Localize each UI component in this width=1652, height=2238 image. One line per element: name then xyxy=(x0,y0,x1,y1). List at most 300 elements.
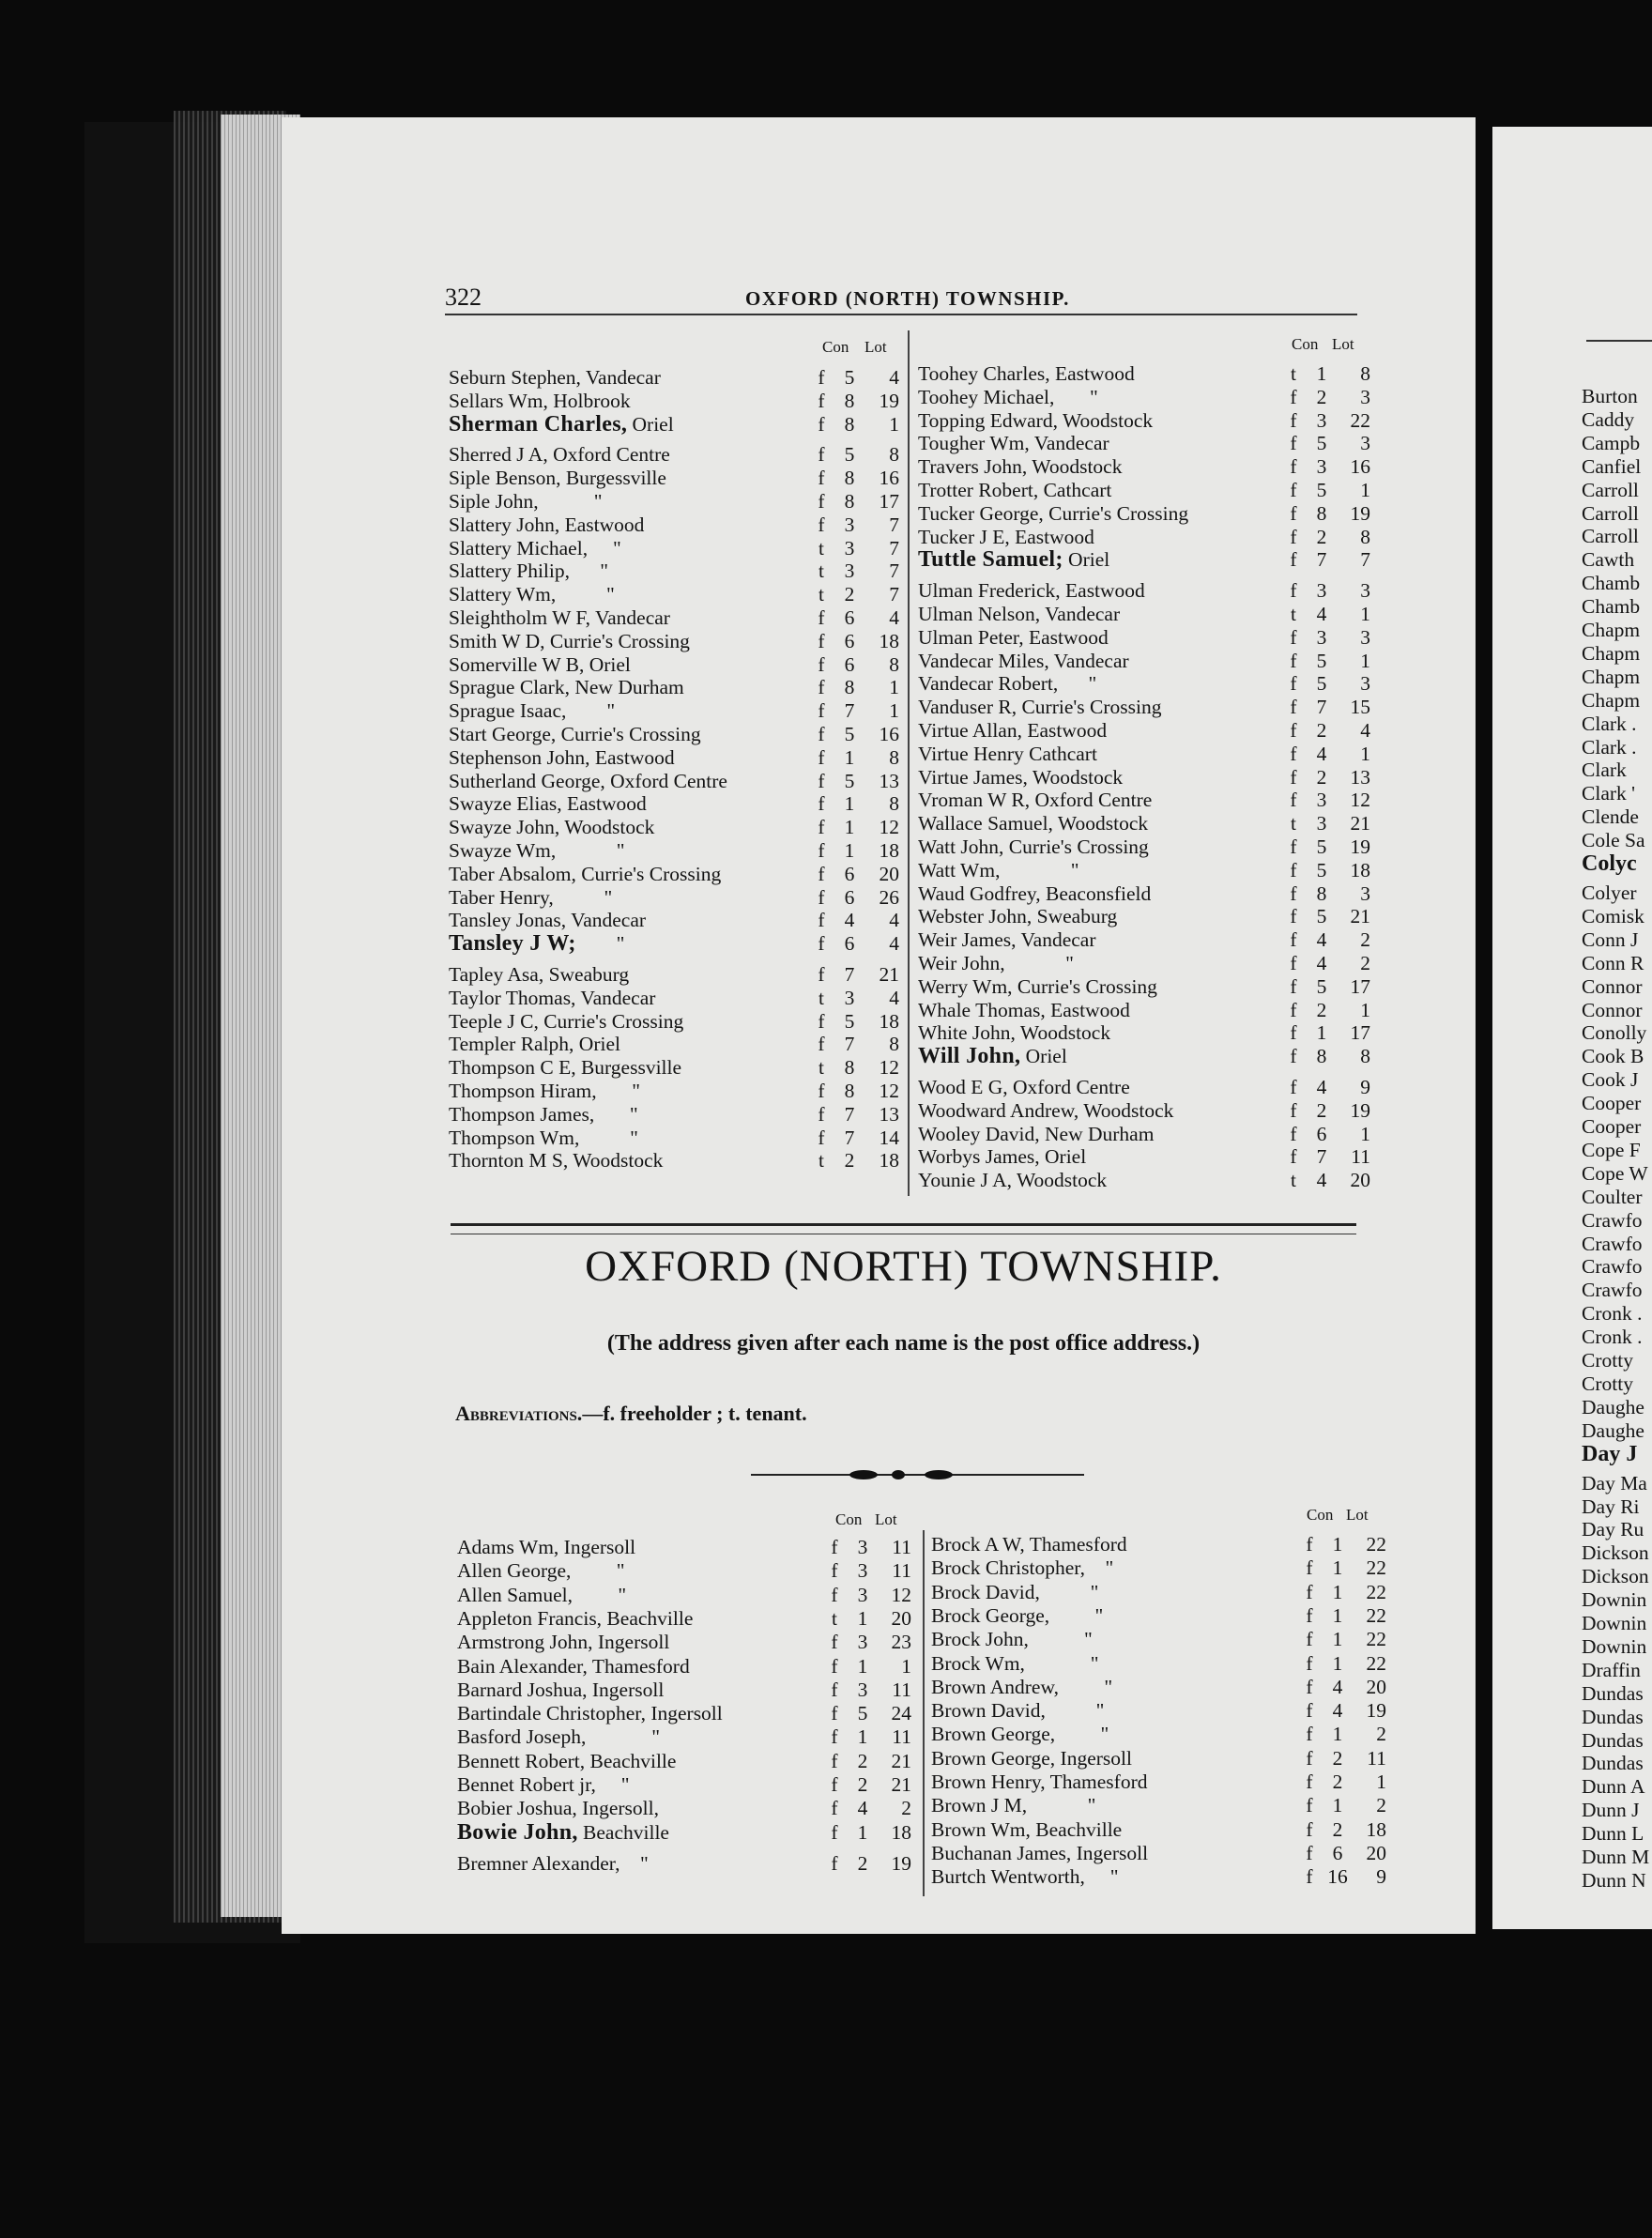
bottom-right-lot-header: Lot xyxy=(1346,1506,1369,1524)
facing-page-entry: Day Ri xyxy=(1582,1495,1640,1518)
facing-page-entry: Chapm xyxy=(1582,641,1641,665)
abbreviations-line xyxy=(455,1402,807,1426)
entry-tenure: f xyxy=(831,1851,838,1875)
entry-tenure: f xyxy=(818,885,825,909)
entry-con: 3 xyxy=(1316,455,1327,479)
entry-name xyxy=(449,1103,638,1127)
entry-name xyxy=(931,1794,1095,1817)
entry-con: 4 xyxy=(1316,742,1327,765)
entry-lot: 16 xyxy=(879,723,899,745)
entry-con: 4 xyxy=(857,1797,868,1820)
entry-con: 3 xyxy=(857,1631,868,1654)
entry-name xyxy=(918,650,1129,673)
entry-lot: 16 xyxy=(1350,455,1370,479)
facing-page-entry: Chapm xyxy=(1582,665,1641,688)
facing-page-entry: Crotty xyxy=(1582,1349,1633,1372)
entry-con: 2 xyxy=(1332,1770,1343,1793)
facing-page-entry: Clark . xyxy=(1582,712,1637,735)
entry-name xyxy=(918,1099,1173,1123)
entry-name xyxy=(918,905,1117,928)
entry-con: 16 xyxy=(1327,1865,1348,1889)
entry-con: 3 xyxy=(857,1678,868,1701)
directory-entry xyxy=(918,1021,1370,1045)
entry-lot: 8 xyxy=(889,792,899,816)
facing-page-entry: Day J xyxy=(1582,1441,1638,1466)
entry-name xyxy=(449,932,624,956)
directory-entry xyxy=(457,1821,917,1845)
entry-tenure: f xyxy=(1306,1723,1313,1746)
entry-lot: 8 xyxy=(889,652,899,676)
entry-name-text: Taber Absalom, Currie's Crossing xyxy=(449,862,722,885)
entry-name-text: Ulman Nelson, Vandecar xyxy=(918,603,1121,625)
entry-name xyxy=(918,859,1078,882)
entry-con: 2 xyxy=(1332,1746,1343,1770)
facing-page-entry: Clende xyxy=(1582,805,1639,829)
facing-page-entry: Cope F xyxy=(1582,1138,1641,1161)
entry-tenure: f xyxy=(1306,1675,1313,1698)
entry-con: 7 xyxy=(1316,696,1327,719)
entry-name-text: Virtue Allan, Eastwood xyxy=(918,719,1108,742)
bottom-left-con-header: Con xyxy=(835,1510,863,1528)
directory-entry xyxy=(457,1655,917,1678)
entry-con: 5 xyxy=(844,723,855,745)
entry-name xyxy=(449,1080,640,1103)
entry-name xyxy=(449,413,674,437)
entry-lot: 1 xyxy=(889,699,899,723)
entry-name-text: Sleightholm W F, Vandecar xyxy=(449,606,670,629)
directory-entry xyxy=(918,603,1370,626)
entry-con: 2 xyxy=(1316,719,1327,742)
entry-name-text: Brown David, " xyxy=(931,1699,1105,1723)
entry-name xyxy=(918,928,1096,952)
entry-tenure: f xyxy=(1306,1770,1313,1793)
entry-tenure: f xyxy=(818,699,825,723)
facing-page-entry: Day Ru xyxy=(1582,1518,1644,1541)
entry-con: 8 xyxy=(844,1056,855,1080)
directory-entry xyxy=(449,839,899,863)
entry-con: 5 xyxy=(1316,432,1327,455)
facing-page-entry: Cronk . xyxy=(1582,1302,1643,1326)
entry-lot: 3 xyxy=(1360,881,1370,905)
entry-tenure: t xyxy=(1291,1169,1296,1192)
facing-page-entry: Dunn L xyxy=(1582,1822,1644,1846)
entry-address: Oriel xyxy=(1020,1045,1067,1068)
facing-page-entry: Dunn J xyxy=(1582,1799,1640,1822)
entry-name-text: Topping Edward, Woodstock xyxy=(918,408,1154,432)
facing-page-entry: Caddy xyxy=(1582,407,1635,431)
entry-name-text: Barnard Joshua, Ingersoll xyxy=(457,1678,665,1701)
entry-name-text: Brock George, " xyxy=(931,1603,1104,1627)
entry-name xyxy=(931,1770,1147,1794)
entry-name xyxy=(457,1631,669,1654)
entry-name-text: Watt Wm, " xyxy=(918,858,1079,881)
directory-entry xyxy=(449,676,899,699)
entry-lot: 19 xyxy=(891,1851,911,1875)
entry-con: 7 xyxy=(844,1033,855,1056)
entry-tenure: f xyxy=(1290,881,1297,905)
entry-tenure: f xyxy=(1306,1699,1313,1723)
entry-name-text: Ulman Peter, Eastwood xyxy=(918,625,1109,649)
directory-entry xyxy=(449,514,899,537)
entry-tenure: f xyxy=(1290,835,1297,858)
entry-name-text: Brown Andrew, " xyxy=(931,1675,1113,1698)
facing-page-entry: Dickson xyxy=(1582,1541,1649,1565)
entry-name xyxy=(918,579,1145,603)
entry-con: 6 xyxy=(844,932,855,956)
entry-name-text: Brown J M, " xyxy=(931,1794,1096,1817)
entry-name-text: Trotter Robert, Cathcart xyxy=(918,479,1112,501)
entry-lot: 4 xyxy=(1360,719,1370,742)
entry-tenure: f xyxy=(1306,1841,1313,1864)
entry-tenure: f xyxy=(818,513,825,536)
entry-tenure: f xyxy=(818,443,825,467)
directory-entry xyxy=(457,1559,917,1583)
entry-lot: 19 xyxy=(1350,501,1370,525)
facing-page-entry: Dunn N xyxy=(1582,1868,1646,1892)
entry-lot: 20 xyxy=(1350,1169,1370,1192)
facing-page-entry: Dundas xyxy=(1582,1681,1644,1705)
entry-lot: 21 xyxy=(1350,812,1370,835)
header-rule xyxy=(445,314,1357,315)
entry-name xyxy=(918,672,1096,696)
entry-name-text: Toohey Michael, " xyxy=(918,385,1098,408)
entry-con: 2 xyxy=(844,583,855,606)
entry-name xyxy=(918,882,1151,906)
entry-tenure: f xyxy=(1306,1533,1313,1556)
entry-name-text: Thompson C E, Burgessville xyxy=(449,1056,682,1080)
entry-tenure: f xyxy=(831,1678,838,1701)
entry-name xyxy=(931,1628,1093,1651)
entry-name-text: Thornton M S, Woodstock xyxy=(449,1149,664,1173)
directory-entry xyxy=(931,1723,1386,1746)
entry-name xyxy=(918,455,1122,479)
entry-lot: 18 xyxy=(879,1149,899,1173)
entry-lot: 12 xyxy=(879,1056,899,1080)
directory-entry xyxy=(449,792,899,816)
entry-con: 4 xyxy=(1316,928,1327,952)
entry-con: 1 xyxy=(1332,1580,1343,1603)
facing-page-entry: Colyer xyxy=(1582,881,1637,904)
entry-con: 3 xyxy=(844,986,855,1009)
directory-entry xyxy=(931,1817,1386,1842)
entry-name-text: Worbys James, Oriel xyxy=(918,1145,1087,1169)
entry-name-text: Bennet Robert jr, " xyxy=(457,1773,630,1796)
abbreviations-label: Abbreviations. xyxy=(455,1402,583,1425)
directory-entry xyxy=(449,863,899,886)
entry-tenure: f xyxy=(818,629,825,652)
facing-page-entry: Clark xyxy=(1582,759,1627,782)
entry-lot: 18 xyxy=(1366,1817,1386,1841)
facing-page-entry: Conn R xyxy=(1582,951,1644,974)
entry-name-text: Slattery John, Eastwood xyxy=(449,513,645,536)
entry-lot: 20 xyxy=(891,1606,911,1630)
entry-lot: 8 xyxy=(1360,525,1370,548)
top-right-con-header: Con xyxy=(1292,335,1319,353)
entry-lot: 8 xyxy=(1360,1045,1370,1068)
entry-lot: 22 xyxy=(1366,1533,1386,1556)
directory-entry xyxy=(931,1628,1386,1651)
entry-name-text: Sherman Charles, xyxy=(449,411,628,437)
entry-con: 1 xyxy=(857,1654,868,1678)
entry-tenure: f xyxy=(1290,789,1297,812)
entry-lot: 22 xyxy=(1366,1628,1386,1651)
entry-name xyxy=(931,1556,1113,1580)
entry-lot: 17 xyxy=(879,490,899,513)
directory-entry xyxy=(449,443,899,467)
entry-lot: 3 xyxy=(1360,432,1370,455)
entry-name xyxy=(918,1021,1110,1045)
entry-name-text: Weir John, " xyxy=(918,952,1074,974)
entry-lot: 12 xyxy=(891,1583,911,1606)
entry-lot: 16 xyxy=(879,467,899,490)
facing-page-entry: Day Ma xyxy=(1582,1471,1647,1495)
entry-lot: 4 xyxy=(889,366,899,389)
entry-name-text: Bowie John, xyxy=(457,1819,578,1845)
entry-tenure: f xyxy=(1306,1746,1313,1770)
directory-entry xyxy=(931,1580,1386,1604)
facing-page-entry: Carroll xyxy=(1582,525,1639,548)
directory-entry xyxy=(449,560,899,583)
directory-entry xyxy=(449,1080,899,1103)
directory-entry xyxy=(931,1865,1386,1889)
facing-page-entry: Dunn A xyxy=(1582,1775,1645,1799)
entry-tenure: f xyxy=(818,723,825,745)
bottom-right-con-header: Con xyxy=(1307,1506,1334,1524)
facing-page-entry: Carroll xyxy=(1582,478,1639,501)
entry-name-text: Slattery Michael, " xyxy=(449,536,621,560)
entry-tenure: f xyxy=(1290,1098,1297,1122)
entry-tenure: f xyxy=(1290,1122,1297,1145)
directory-entry xyxy=(449,886,899,910)
entry-name xyxy=(457,1678,664,1702)
entry-lot: 21 xyxy=(1350,905,1370,928)
directory-entry xyxy=(931,1556,1386,1580)
entry-tenure: f xyxy=(1290,548,1297,572)
entry-name-text: Slattery Wm, " xyxy=(449,583,615,606)
directory-entry xyxy=(918,765,1370,789)
entry-tenure: f xyxy=(831,1702,838,1725)
entry-con: 7 xyxy=(844,1126,855,1149)
directory-entry xyxy=(449,987,899,1010)
entry-name-text: Brock Christopher, " xyxy=(931,1556,1114,1580)
entry-name-text: Toohey Charles, Eastwood xyxy=(918,362,1135,385)
entry-name xyxy=(918,975,1157,999)
facing-page-entry: Cook J xyxy=(1582,1068,1639,1092)
directory-entry xyxy=(457,1607,917,1631)
entry-name-text: Watt John, Currie's Crossing xyxy=(918,835,1149,858)
entry-lot: 12 xyxy=(879,816,899,839)
entry-name-text: Wooley David, New Durham xyxy=(918,1122,1155,1145)
entry-name xyxy=(449,886,612,910)
entry-lot: 9 xyxy=(1376,1865,1386,1889)
entry-name-text: Brock A W, Thamesford xyxy=(931,1533,1127,1556)
entry-con: 5 xyxy=(1316,905,1327,928)
entry-tenure: f xyxy=(818,769,825,792)
directory-entry xyxy=(449,770,899,793)
entry-con: 8 xyxy=(1316,1045,1327,1068)
entry-tenure: f xyxy=(818,676,825,699)
entry-con: 7 xyxy=(844,1102,855,1126)
entry-con: 1 xyxy=(1332,1794,1343,1817)
entry-tenure: f xyxy=(818,1033,825,1056)
entry-lot: 21 xyxy=(879,963,899,986)
entry-lot: 1 xyxy=(901,1654,911,1678)
entry-name xyxy=(918,1145,1086,1169)
facing-page-entry: Campb xyxy=(1582,431,1641,454)
entry-tenure: f xyxy=(1290,649,1297,672)
facing-page-entry: Crotty xyxy=(1582,1372,1633,1395)
facing-page-entry: Clark ' xyxy=(1582,782,1636,805)
entry-tenure: f xyxy=(1290,998,1297,1021)
entry-lot: 1 xyxy=(1360,998,1370,1021)
entry-name xyxy=(931,1533,1127,1556)
entry-tenure: f xyxy=(818,366,825,389)
entry-name-text: Brown Henry, Thamesford xyxy=(931,1770,1148,1793)
entry-tenure: t xyxy=(1291,812,1296,835)
entry-name-text: Stephenson John, Eastwood xyxy=(449,745,675,769)
entry-lot: 2 xyxy=(1360,928,1370,952)
entry-name xyxy=(449,390,631,413)
entry-name xyxy=(918,479,1111,502)
facing-page-entry: Downin xyxy=(1582,1634,1647,1658)
facing-page-entry: Draffin xyxy=(1582,1658,1641,1681)
entry-name-text: Allen George, " xyxy=(457,1559,625,1583)
entry-con: 7 xyxy=(1316,548,1327,572)
directory-entry xyxy=(449,1103,899,1127)
entry-name-text: Adams Wm, Ingersoll xyxy=(457,1536,636,1558)
entry-con: 1 xyxy=(844,839,855,862)
entry-name xyxy=(449,560,608,583)
directory-entry xyxy=(449,909,899,932)
entry-con: 8 xyxy=(844,676,855,699)
entry-name xyxy=(449,1056,681,1080)
entry-con: 8 xyxy=(844,1080,855,1102)
entry-tenure: t xyxy=(818,1149,824,1173)
entry-name xyxy=(457,1655,690,1678)
entry-tenure: f xyxy=(1290,742,1297,765)
entry-name-text: Younie J A, Woodstock xyxy=(918,1169,1108,1192)
entry-name-text: Thompson Wm, " xyxy=(449,1126,638,1149)
entry-tenure: f xyxy=(818,490,825,513)
facing-page-entry: Dunn M xyxy=(1582,1846,1650,1868)
entry-con: 4 xyxy=(1316,1169,1327,1192)
entry-tenure: f xyxy=(831,1559,838,1583)
entry-con: 1 xyxy=(1316,1021,1327,1045)
entry-lot: 11 xyxy=(892,1678,911,1701)
directory-entry xyxy=(918,1044,1370,1069)
entry-con: 6 xyxy=(1316,1122,1327,1145)
entry-tenure: t xyxy=(832,1606,837,1630)
entry-name xyxy=(918,432,1109,455)
entry-lot: 20 xyxy=(1366,1675,1386,1698)
entry-name xyxy=(449,443,670,467)
entry-con: 2 xyxy=(857,1773,868,1796)
directory-entry xyxy=(931,1770,1386,1794)
directory-entry xyxy=(449,467,899,490)
entry-lot: 1 xyxy=(1360,742,1370,765)
directory-entry xyxy=(918,432,1370,455)
directory-entry xyxy=(931,1841,1386,1865)
entry-name-text: Bobier Joshua, Ingersoll, xyxy=(457,1797,659,1820)
entry-lot: 18 xyxy=(891,1820,911,1844)
entry-lot: 7 xyxy=(889,583,899,606)
entry-lot: 1 xyxy=(889,412,899,436)
entry-address: Beachville xyxy=(577,1820,669,1844)
directory-entry xyxy=(931,1603,1386,1628)
entry-lot: 3 xyxy=(1360,385,1370,408)
entry-lot: 15 xyxy=(1350,696,1370,719)
entry-name xyxy=(918,789,1152,812)
entry-lot: 8 xyxy=(889,1033,899,1056)
entry-name-text: Tapley Asa, Sweaburg xyxy=(449,963,630,986)
entry-name xyxy=(457,1750,676,1773)
entry-lot: 11 xyxy=(1351,1145,1370,1169)
facing-page-entry: Cawth xyxy=(1582,548,1635,572)
entry-tenure: f xyxy=(831,1654,838,1678)
entry-name-text: Webster John, Sweaburg xyxy=(918,905,1118,928)
entry-name xyxy=(449,816,654,839)
entry-tenure: f xyxy=(818,467,825,490)
entry-name-text: Templer Ralph, Oriel xyxy=(449,1033,620,1056)
entry-name-text: Swayze Wm, " xyxy=(449,839,625,862)
directory-entry xyxy=(918,1145,1370,1169)
entry-name-text: Burtch Wentworth, " xyxy=(931,1865,1119,1889)
entry-tenure: f xyxy=(831,1536,838,1558)
directory-entry xyxy=(918,362,1370,386)
entry-con: 5 xyxy=(844,1009,855,1033)
facing-page-entry: Cooper xyxy=(1582,1092,1642,1115)
entry-tenure: f xyxy=(1306,1603,1313,1627)
facing-page-entry: Chapm xyxy=(1582,619,1641,641)
entry-tenure: f xyxy=(1290,696,1297,719)
facing-page-entry: Dundas xyxy=(1582,1705,1644,1728)
directory-entry xyxy=(457,1678,917,1702)
entry-tenure: f xyxy=(1290,455,1297,479)
entry-name xyxy=(918,502,1188,526)
entry-tenure: f xyxy=(1290,501,1297,525)
entry-tenure: f xyxy=(831,1725,838,1749)
entry-con: 1 xyxy=(1332,1556,1343,1580)
entry-name xyxy=(918,812,1148,835)
entry-lot: 2 xyxy=(901,1797,911,1820)
entry-tenure: f xyxy=(831,1797,838,1820)
entry-name-text: Vanduser R, Currie's Crossing xyxy=(918,696,1162,719)
entry-lot: 3 xyxy=(1360,579,1370,603)
directory-entry xyxy=(931,1533,1386,1556)
entry-name-text: Smith W D, Currie's Crossing xyxy=(449,629,690,652)
facing-page-entry: Canfiel xyxy=(1582,454,1642,478)
directory-entry xyxy=(457,1773,917,1797)
entry-con: 8 xyxy=(844,490,855,513)
entry-name xyxy=(918,548,1109,572)
entry-name-text: Brock Wm, " xyxy=(931,1651,1099,1675)
entry-lot: 19 xyxy=(1350,1098,1370,1122)
entry-name xyxy=(457,1559,625,1583)
entry-tenure: f xyxy=(1306,1651,1313,1675)
entry-tenure: f xyxy=(818,792,825,816)
entry-con: 4 xyxy=(844,909,855,932)
directory-entry xyxy=(918,1076,1370,1099)
entry-name-text: Whale Thomas, Eastwood xyxy=(918,998,1130,1021)
entry-name xyxy=(449,987,655,1010)
facing-page-entry: Cronk . xyxy=(1582,1326,1643,1349)
entry-address: " xyxy=(575,932,625,956)
entry-tenure: f xyxy=(1306,1865,1313,1889)
directory-entry xyxy=(918,385,1370,409)
directory-entry xyxy=(918,455,1370,479)
directory-entry xyxy=(457,1536,917,1559)
entry-name xyxy=(918,603,1120,626)
